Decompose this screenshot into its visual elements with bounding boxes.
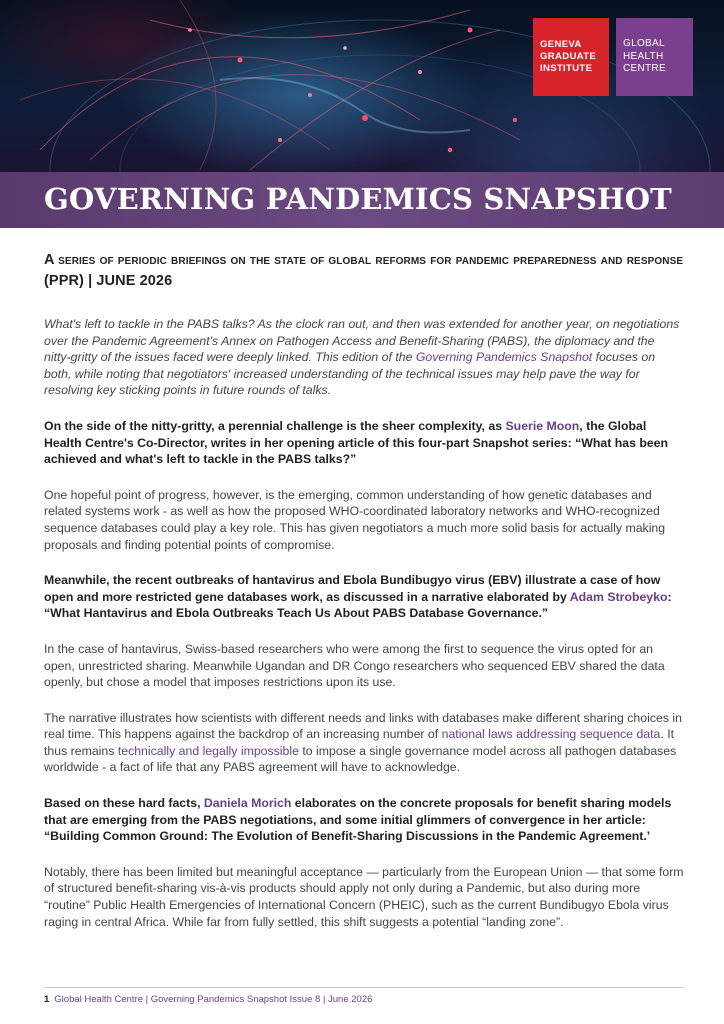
page-number: 1 xyxy=(44,994,50,1005)
logo-purple-line-3: CENTRE xyxy=(623,63,666,75)
daniela-morich-link[interactable]: Daniela Morich xyxy=(203,796,292,811)
para1-text-before: On the side of the nitty-gritty, a perennial challenge is the sheer complexity, as xyxy=(44,418,506,433)
intro-text-after: focuses on both, while noting that negotiators' increased understanding of the technical issues may help pave the way for resolving key sticking points in future rounds of talks. xyxy=(44,350,656,398)
title-banner xyxy=(0,172,724,228)
para5-text-after: to impose a single governance model across all pathogen databases worldwide - a fact of life that any PABS agreement will have to acknowledge. xyxy=(44,743,677,775)
series-subtitle: A series of periodic briefings on the state of global reforms for pandemic preparedness and response (PPR) | JUNE 2026 xyxy=(44,252,684,289)
intro-text-before: What's left to tackle in the PABS talks? As the clock ran out, and then was extended for another year, on negotiations over the Pandemic Agreement's Annex on Pathogen Access and Benefit-Sharing (PABS), the diplomacy and the nitty-gritty of the issues faced were deeply linked. This edition of the xyxy=(44,317,680,365)
page-title: GOVERNING PANDEMICS SNAPSHOT xyxy=(44,182,672,216)
lead-paragraph-1 xyxy=(44,418,684,468)
logo-red-line-2: GRADUATE xyxy=(540,51,597,62)
geneva-graduate-institute-logo[interactable] xyxy=(533,18,609,96)
logo-purple-line-1: GLOBAL xyxy=(623,38,665,50)
national-laws-link[interactable]: national laws addressing sequence data xyxy=(441,727,661,742)
intro-paragraph xyxy=(44,316,684,399)
footer-divider xyxy=(44,987,684,988)
para1-text-after: , the Global Health Centre's Co-Director, writes in her opening article of this four-part Snapshot series: “What has been achieved and what's left to tackle in the PABS talks?” xyxy=(44,418,669,467)
suerie-moon-link[interactable]: Suerie Moon xyxy=(505,418,580,433)
header-hero-image xyxy=(0,0,724,172)
para5-text-middle: . It thus remains xyxy=(44,727,675,758)
logo-purple-line-2: HEALTH xyxy=(623,50,664,62)
governing-pandemics-snapshot-link[interactable]: Governing Pandemics Snapshot xyxy=(415,350,593,365)
para3-text-after: : “What Hantavirus and Ebola Outbreaks Teach Us About PABS Database Governance.” xyxy=(44,589,672,621)
para5-text-before: The narrative illustrates how scientists with different needs and links with databases make different sharing choices in real time. This happens against the backdrop of an increasing number of xyxy=(44,710,682,742)
page-footer xyxy=(44,994,372,1005)
technically-legally-impossible-link[interactable]: technically and legally impossible xyxy=(117,743,299,758)
body-paragraph-2: One hopeful point of progress, however, is the emerging, common understanding of how genetic databases and related systems work - as well as how the proposed WHO-coordinated laboratory networks and WHO-recognized sequence databases could play a key role. This has given negotiators a much more solid basis for actually making proposals and finding potential points of compromise. xyxy=(44,487,666,552)
logo-red-line-3: INSTITUTE xyxy=(540,63,593,74)
para3-text-before: Meanwhile, the recent outbreaks of hantavirus and Ebola Bundibugyo virus (EBV) illustrate a case of how open and more restricted gene databases work, as discussed in a narrative elaborated by xyxy=(44,573,661,604)
para6-text-after: elaborates on the concrete proposals for benefit sharing models that are emerging from the PABS negotiations, and some initial glimmers of convergence in her article: “Building Common Ground: The Evolution of Benefit-Sharing Discussions in the Pandemic Agreement.’ xyxy=(44,796,672,844)
footer-text: Global Health Centre | Governing Pandemics Snapshot Issue 8 | June 2026 xyxy=(54,994,373,1005)
lead-paragraph-6 xyxy=(44,795,684,845)
body-paragraph-4: In the case of hantavirus, Swiss-based researchers who were among the first to sequence the virus opted for an open, unrestricted sharing. Meanwhile Ugandan and DR Congo researchers who sequenced EBV shared the data openly, but chose a model that imposes restrictions upon its use. xyxy=(44,641,665,690)
article-body xyxy=(44,250,684,949)
para6-text-before: Based on these hard facts, xyxy=(44,796,204,811)
global-health-centre-logo[interactable] xyxy=(616,18,693,96)
logo-red-line-1: GENEVA xyxy=(540,39,582,50)
body-paragraph-5 xyxy=(44,710,684,776)
adam-strobeyko-link[interactable]: Adam Strobeyko xyxy=(569,589,668,604)
body-paragraph-7: Notably, there has been limited but meaningful acceptance — particularly from the European Union — that some form of structured benefit-sharing vis-à-vis products should apply not only during a Pandemic, but also during more “routine” Public Health Emergencies of International Concern (PHEIC), such as the current Bundibugyo Ebola virus raging in central Africa. While far from fully settled, this shift suggests a potential “landing zone”. xyxy=(44,864,684,929)
lead-paragraph-3 xyxy=(44,572,684,622)
